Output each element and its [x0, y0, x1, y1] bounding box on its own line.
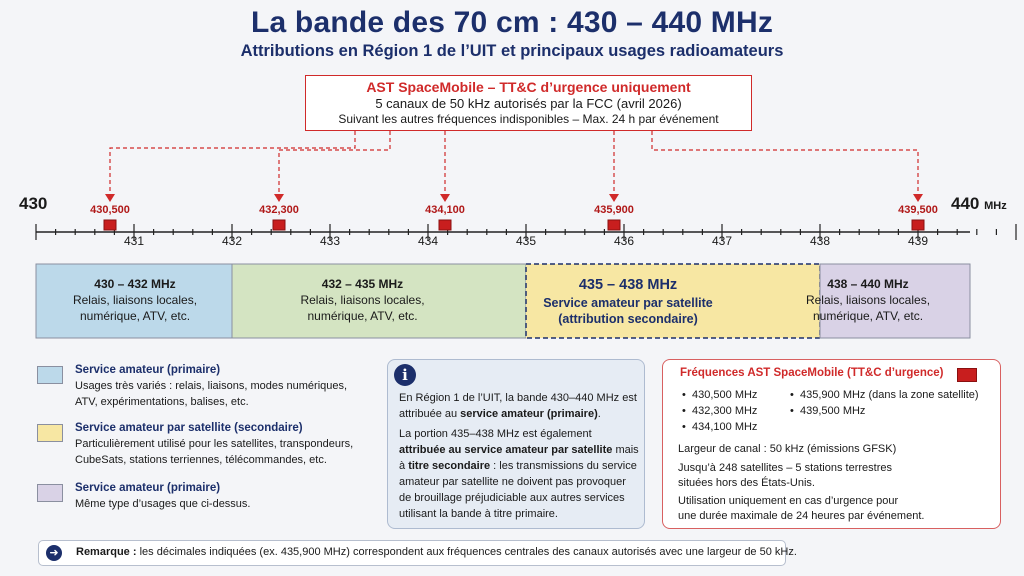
- tick-label: 435: [515, 234, 537, 248]
- tick-label: 431: [123, 234, 145, 248]
- channel-label: 430,500: [90, 204, 130, 216]
- band-435-438-label: 435 – 438 MHz Service amateur par satellite (attribution secondaire): [543, 277, 713, 326]
- channel-label: 435,900: [594, 204, 634, 216]
- scale-end-label: 440 MHz: [951, 194, 1007, 213]
- info-paragraph-2: La portion 435–438 MHz est également attribuée au service amateur par satellite mais à titre secondaire : les transmissions du service amateur par satellite ne doivent pas provoquer de brouillage préjudiciable aux autres services utilisant la bande à titre primaire.: [399, 428, 639, 520]
- freq-item: • 439,500 MHz: [800, 405, 865, 417]
- channel-marker: [912, 220, 924, 230]
- legend-swatch-primary-2: [37, 484, 63, 502]
- connector-430500: [110, 131, 355, 196]
- freq-item: • 430,500 MHz: [692, 389, 757, 401]
- ast-title: AST SpaceMobile – TT&C d’urgence uniquement: [366, 79, 691, 95]
- legend-swatch-primary-1: [37, 366, 63, 384]
- freq-item: • 435,900 MHz (dans la zone satellite): [800, 389, 979, 401]
- channel-marker: [104, 220, 116, 230]
- freq-note-usage: Utilisation uniquement en cas d’urgence pour une durée maximale de 24 heures par événement.: [678, 495, 925, 522]
- ast-channel-swatch: [957, 368, 977, 382]
- channel-marker: [273, 220, 285, 230]
- band-438-440-label: 438 – 440 MHz Relais, liaisons locales, numérique, ATV, etc.: [805, 277, 931, 323]
- connector-432300: [279, 131, 390, 196]
- legend-item-3: Service amateur (primaire) Même type d’usages que ci-dessus.: [75, 482, 251, 510]
- info-icon: i: [394, 364, 416, 386]
- freq-item: • 434,100 MHz: [692, 421, 757, 433]
- remark-text: Remarque : les décimales indiquées (ex. 435,900 MHz) correspondent aux fréquences centrales des canaux autorisés avec une largeur de 50 kHz.: [76, 546, 797, 558]
- tick-label: 436: [613, 234, 635, 248]
- tick-label: 433: [319, 234, 341, 248]
- page-subtitle: Attributions en Région 1 de l’UIT et principaux usages radioamateurs: [240, 42, 784, 60]
- freq-box-title: Fréquences AST SpaceMobile (TT&C d’urgence): [680, 367, 944, 379]
- band-430-432-label: 430 – 432 MHz Relais, liaisons locales, numérique, ATV, etc.: [72, 277, 198, 323]
- ast-line-2: 5 canaux de 50 kHz autorisés par la FCC (avril 2026): [375, 96, 682, 111]
- tick-label: 439: [907, 234, 929, 248]
- channel-label: 434,100: [425, 204, 465, 216]
- channel-marker: [608, 220, 620, 230]
- connector-439500: [652, 131, 918, 196]
- scale-start-label: 430: [19, 194, 48, 213]
- freq-item: • 432,300 MHz: [692, 405, 757, 417]
- tick-label: 438: [809, 234, 831, 248]
- legend-swatch-satellite: [37, 424, 63, 442]
- band-432-435-label: 432 – 435 MHz Relais, liaisons locales, numérique, ATV, etc.: [300, 277, 425, 323]
- ast-spacemobile-box: [305, 75, 752, 131]
- channel-label: 432,300: [259, 204, 299, 216]
- tick-label: 434: [417, 234, 439, 248]
- page-title: La bande des 70 cm : 430 – 440 MHz: [250, 6, 774, 39]
- arrow-right-icon: ➜: [46, 545, 62, 561]
- legend-item-2: Service amateur par satellite (secondaire) Particulièrement utilisé pour les satellites, transpondeurs, CubeSats, stations terriennes, télécommandes, etc.: [75, 422, 354, 466]
- channel-label: 439,500: [898, 204, 938, 216]
- legend-item-1: Service amateur (primaire) Usages très variés : relais, liaisons, modes numériques, ATV, expérimentations, balises, etc.: [75, 364, 348, 408]
- freq-note-satellites: Jusqu’à 248 satellites – 5 stations terrestres situées hors des États-Unis.: [678, 462, 893, 489]
- channel-marker: [439, 220, 451, 230]
- ast-line-3: Suivant les autres fréquences indisponibles – Max. 24 h par événement: [338, 112, 719, 126]
- tick-label: 437: [711, 234, 733, 248]
- info-paragraph-1: En Région 1 de l’UIT, la bande 430–440 MHz est attribuée au service amateur (primaire).: [399, 392, 637, 420]
- tick-label: 432: [221, 234, 243, 248]
- freq-note-channel-width: Largeur de canal : 50 kHz (émissions GFSK): [678, 443, 897, 455]
